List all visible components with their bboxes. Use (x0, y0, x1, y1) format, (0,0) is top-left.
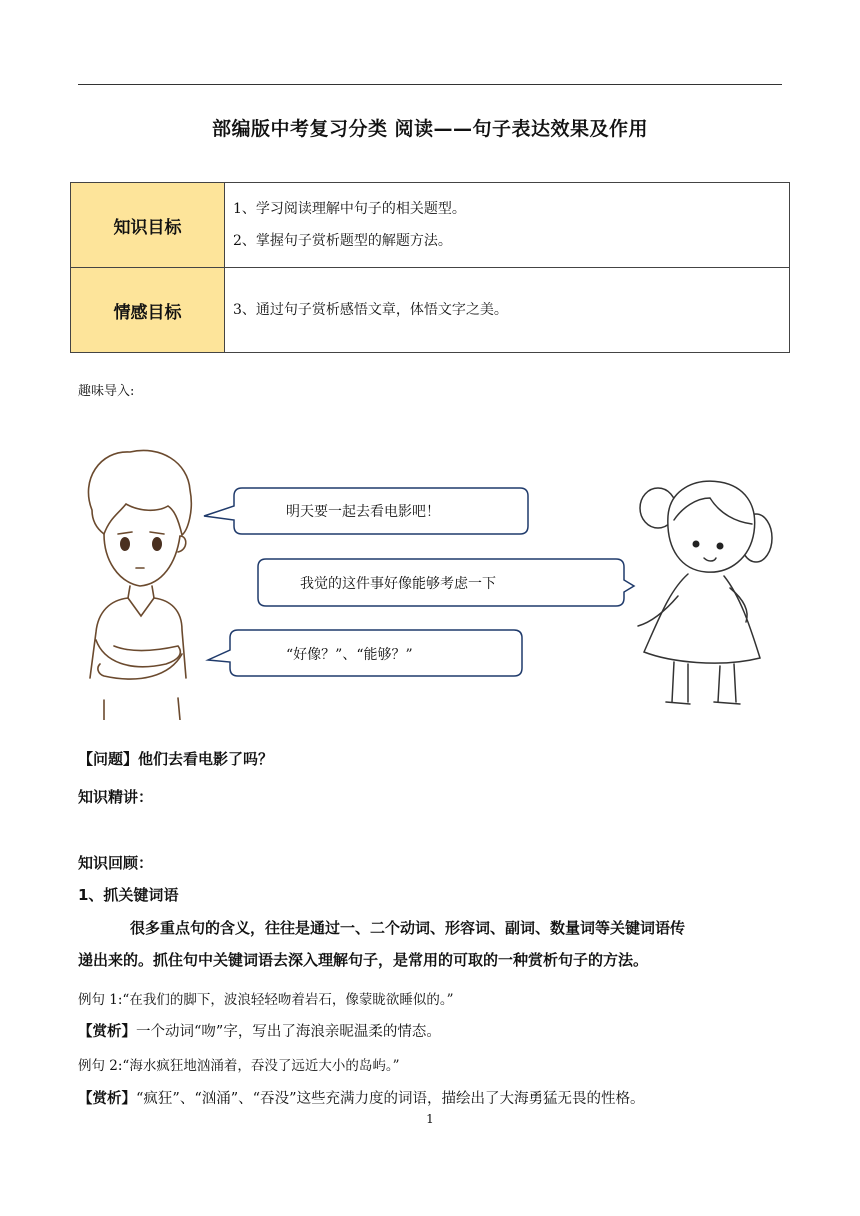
example-sentence-2: 例句 2:“海水疯狂地汹涌着，吞没了远近大小的岛屿。” (78, 1058, 400, 1074)
objective-label: 情感目标 (71, 268, 225, 353)
objectives-table (70, 182, 790, 353)
analysis-text: 一个动词“吻”字，写出了海浪亲昵温柔的情态。 (136, 1024, 441, 1040)
analysis-tag: 【赏析】 (78, 1091, 136, 1107)
bubble-3-text: “好像？”、“能够？” (286, 647, 413, 663)
analysis-2 (78, 1087, 644, 1108)
objective-label: 知识目标 (71, 183, 225, 268)
bubble-2-text: 我觉的这件事好像能够考虑一下 (300, 576, 496, 592)
objective-line: 3、通过句子赏析感悟文章，体悟文字之美。 (233, 302, 508, 318)
objective-row-knowledge (71, 183, 790, 268)
example-sentence-1: 例句 1:“在我们的脚下，波浪轻轻吻着岩石，像蒙眬欲睡似的。” (78, 992, 454, 1008)
header-rule (78, 84, 782, 85)
objective-content (225, 268, 790, 353)
objective-line: 1、学习阅读理解中句子的相关题型。 (233, 201, 466, 217)
question-line: 【问题】他们去看电影了吗？ (78, 750, 274, 768)
objective-line: 2、掌握句子赏析题型的解题方法。 (233, 233, 452, 249)
intro-label: 趣味导入: (78, 384, 135, 399)
analysis-1 (78, 1020, 441, 1041)
point-heading: 1、抓关键词语 (78, 886, 179, 904)
explanation-paragraph (78, 912, 784, 976)
objective-content (225, 183, 790, 268)
paragraph-line: 很多重点句的含义，往往是通过一、二个动词、形容词、副词、数量词等关键词语传 (130, 919, 686, 937)
girl-figure (638, 481, 772, 704)
bubble-1-text: 明天要一起去看电影吧！ (286, 504, 440, 520)
analysis-tag: 【赏析】 (78, 1024, 136, 1040)
analysis-text: “疯狂”、“汹涌”、“吞没”这些充满力度的词语，描绘出了大海勇猛无畏的性格。 (136, 1091, 645, 1107)
section-heading-review: 知识回顾： (78, 854, 154, 872)
paragraph-line: 递出来的。抓住句中关键词语去深入理解句子，是常用的可取的一种赏析句子的方法。 (78, 951, 649, 969)
boy-figure (88, 450, 191, 720)
objective-row-emotion (71, 268, 790, 353)
section-heading-lecture: 知识精讲： (78, 788, 154, 806)
page-number: 1 (426, 1112, 434, 1126)
page-title: 部编版中考复习分类 阅读——句子表达效果及作用 (211, 118, 649, 140)
